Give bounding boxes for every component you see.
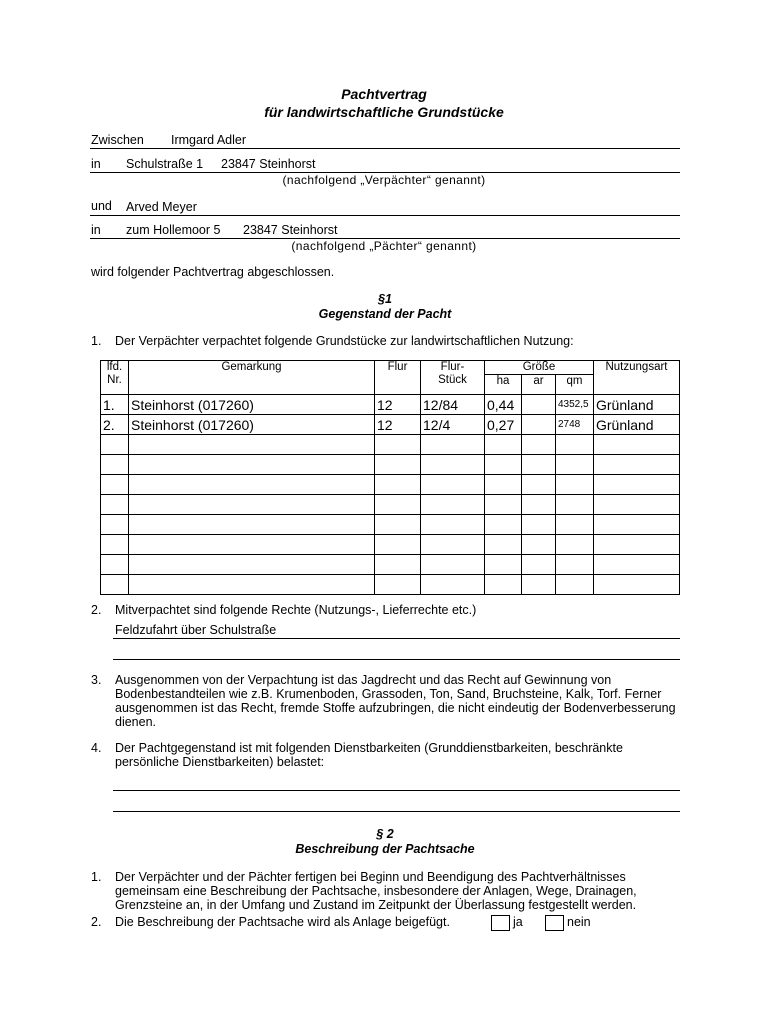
yes-label: ja <box>513 915 523 929</box>
cell-ar <box>522 415 556 435</box>
item-number: 2. <box>91 915 102 929</box>
no-checkbox[interactable] <box>545 915 564 931</box>
fill-line <box>113 790 680 791</box>
header-qm: qm <box>556 375 594 395</box>
table-row-empty <box>101 515 680 535</box>
item-number: 3. <box>91 673 102 687</box>
header-nutzungsart: Nutzungsart <box>594 361 680 395</box>
document-title: Pachtvertrag <box>341 86 427 102</box>
header-ha: ha <box>485 375 522 395</box>
cell-flur: 12 <box>375 395 421 415</box>
table-row <box>101 395 680 415</box>
section1-number: §1 <box>378 292 392 306</box>
header-flurstueck-1: Flur- <box>440 361 465 373</box>
item-number: 4. <box>91 741 102 755</box>
item-number: 2. <box>91 603 102 617</box>
cell-flurstueck: 12/84 <box>421 395 485 415</box>
table-row-empty <box>101 555 680 575</box>
and-label: und <box>91 199 112 213</box>
section1-item2-text: Mitverpachtet sind folgende Rechte (Nutzungs-, Lieferrechte etc.) <box>115 603 477 617</box>
cell-ha: 0,27 <box>485 415 522 435</box>
table-row-empty <box>101 475 680 495</box>
cell-flurstueck: 12/4 <box>421 415 485 435</box>
header-groesse: Größe <box>485 361 594 375</box>
section1-item3-text: Ausgenommen von der Verpachtung ist das Jagdrecht und das Recht auf Gewinnung von Bodenbestandteilen wie z.B. Krumenboden, Grassoden, Ton, Sand, Bruchsteine, Kalk, Torf. Ferner ausgenommen ist das Recht, fremde Stoffe aufzubringen, die nicht eindeutig der Bodenverbesserung dienen. <box>115 673 676 729</box>
table-row-empty <box>101 575 680 595</box>
table-header-row <box>101 361 680 375</box>
cell-qm: 2748 <box>556 415 594 435</box>
table-row <box>101 415 680 435</box>
section1-heading: Gegenstand der Pacht <box>318 307 452 321</box>
section1-item4-text: Der Pachtgegenstand ist mit folgenden Dienstbarkeiten (Grunddienstbarkeiten, beschränkte persönliche Dienstbarkeiten) belastet: <box>115 741 623 769</box>
header-flur: Flur <box>375 361 421 395</box>
section1-item1-text: Der Verpächter verpachtet folgende Grundstücke zur landwirtschaftlichen Nutzung: <box>115 334 574 348</box>
document-subtitle: für landwirtschaftliche Grundstücke <box>264 104 504 120</box>
closing-sentence: wird folgender Pachtvertrag abgeschlossen. <box>91 265 335 279</box>
between-label: Zwischen <box>91 133 144 147</box>
no-label: nein <box>567 915 591 929</box>
lessee-street: zum Hollemoor 5 <box>126 223 221 237</box>
cell-ha: 0,44 <box>485 395 522 415</box>
item-number: 1. <box>91 870 102 884</box>
table-row-empty <box>101 535 680 555</box>
cell-nr: 2. <box>101 415 129 435</box>
lessor-note: (nachfolgend „Verpächter“ genannt) <box>282 173 486 187</box>
header-lfd: lfd. <box>106 361 123 373</box>
cell-qm: 4352,5 <box>556 395 594 415</box>
header-nr: Nr. <box>107 374 122 386</box>
item-number: 1. <box>91 334 102 348</box>
header-lfd-nr <box>101 361 129 395</box>
fill-line <box>113 811 680 812</box>
header-ar: ar <box>522 375 556 395</box>
section2-number: § 2 <box>376 827 394 841</box>
lessor-street: Schulstraße 1 <box>126 157 204 171</box>
divider <box>90 148 680 149</box>
lessee-in-label: in <box>91 223 101 237</box>
table-row-empty <box>101 455 680 475</box>
cell-ar <box>522 395 556 415</box>
table-row-empty <box>101 435 680 455</box>
yes-checkbox[interactable] <box>491 915 510 931</box>
fill-line <box>113 659 680 660</box>
header-flurstueck <box>421 361 485 395</box>
cell-gemarkung: Steinhorst (017260) <box>129 395 375 415</box>
section2-heading: Beschreibung der Pachtsache <box>295 842 475 856</box>
cell-gemarkung: Steinhorst (017260) <box>129 415 375 435</box>
header-flurstueck-2: Stück <box>438 374 467 386</box>
lessee-note: (nachfolgend „Pächter“ genannt) <box>291 239 477 253</box>
cell-nutzungsart: Grünland <box>594 395 680 415</box>
header-gemarkung: Gemarkung <box>129 361 375 395</box>
lessor-city: 23847 Steinhorst <box>221 157 316 171</box>
divider <box>90 215 680 216</box>
section2-item2-text: Die Beschreibung der Pachtsache wird als Anlage beigefügt. <box>115 915 450 929</box>
lessee-name: Arved Meyer <box>126 200 197 214</box>
section2-item1-text: Der Verpächter und der Pächter fertigen bei Beginn und Beendigung des Pachtverhältnisses gemeinsam eine Beschreibung der Pachtsache, insbesondere der Anlagen, Wege, Drainagen, Grenzsteine an, in der Umfang und Zustand im Zeitpunkt der Überlassung festgestellt werden. <box>115 870 637 912</box>
section1-item2-value: Feldzufahrt über Schulstraße <box>115 623 277 637</box>
cell-flur: 12 <box>375 415 421 435</box>
fill-line <box>113 638 680 639</box>
cell-nutzungsart: Grünland <box>594 415 680 435</box>
cell-nr: 1. <box>101 395 129 415</box>
parcel-table <box>100 360 680 595</box>
lessor-name: Irmgard Adler <box>171 133 247 147</box>
lessee-city: 23847 Steinhorst <box>243 223 338 237</box>
lessor-in-label: in <box>91 157 101 171</box>
table-row-empty <box>101 495 680 515</box>
